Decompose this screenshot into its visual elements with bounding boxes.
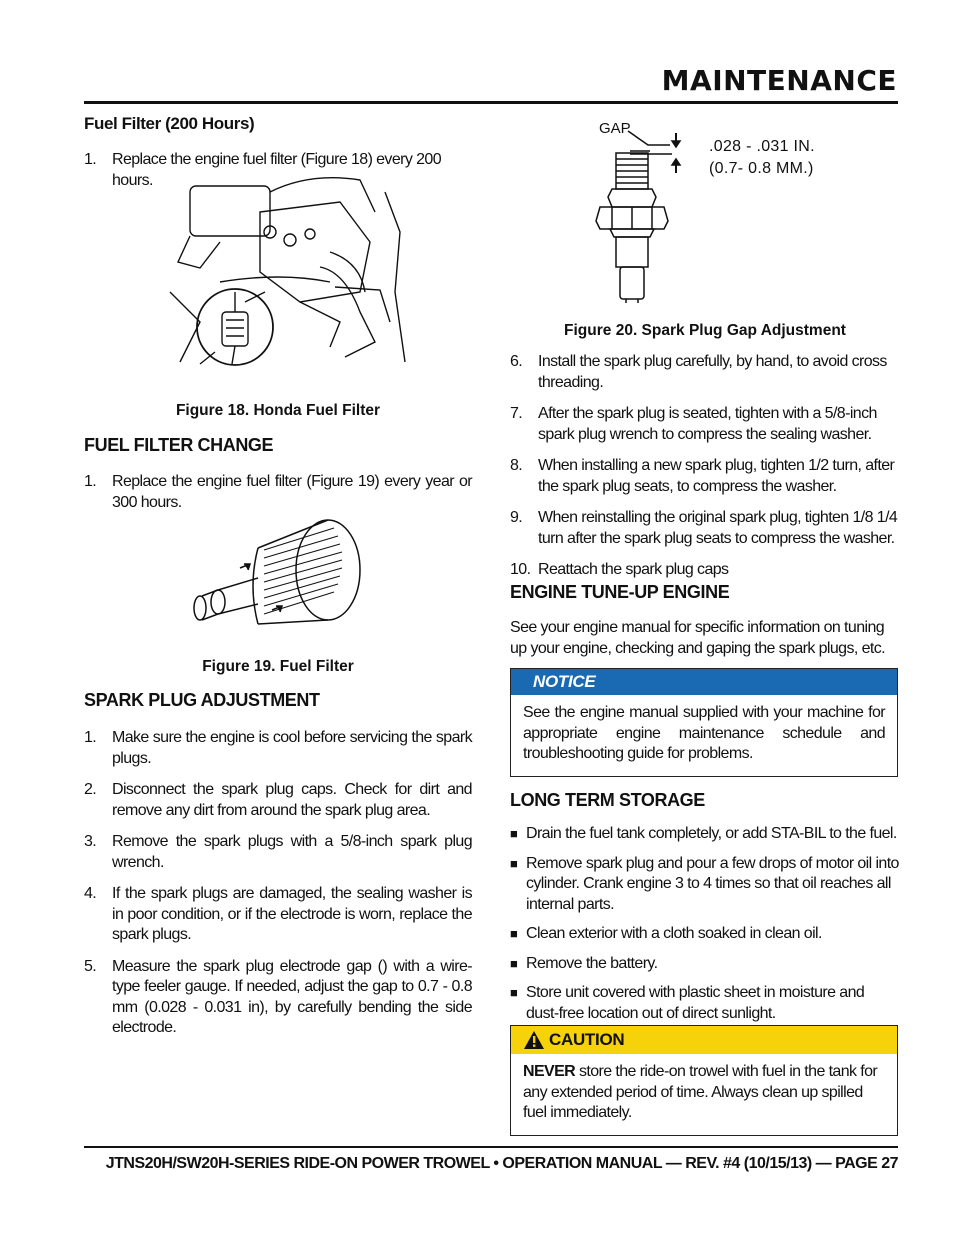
page-title: MAINTENANCE xyxy=(661,64,897,97)
bullet-icon: ■ xyxy=(510,826,518,841)
bullet-icon: ■ xyxy=(510,855,518,871)
list-number: 1. xyxy=(84,729,97,746)
header-rule xyxy=(84,101,898,104)
list-text: Disconnect the spark plug caps. Check for dirt and remove any dirt from around the spark plug area. xyxy=(112,781,472,819)
spark-plug-heading: SPARK PLUG ADJUSTMENT xyxy=(84,690,320,710)
list-text: Drain the fuel tank completely, or add STA-BIL to the fuel. xyxy=(526,825,897,842)
list-number: 4. xyxy=(84,885,97,902)
bullet-icon: ■ xyxy=(510,926,518,941)
long-term-list xyxy=(510,824,900,1024)
bullet-icon: ■ xyxy=(510,955,518,971)
list-number: 9. xyxy=(510,509,523,526)
list-number: 5. xyxy=(84,957,97,975)
fuel-filter-200-heading: Fuel Filter (200 Hours) xyxy=(84,114,255,133)
list-text: Store unit covered with plastic sheet in moisture and dust-free location out of direct sunlight. xyxy=(526,984,865,1022)
list-text: Clean exterior with a cloth soaked in clean oil. xyxy=(526,925,822,942)
list-text: If the spark plugs are damaged, the sealing washer is in poor condition, or if the electrode is worn, replace the spark plugs. xyxy=(112,885,472,943)
warning-icon xyxy=(523,1030,545,1050)
list-item xyxy=(510,508,900,549)
spark-plug-list xyxy=(84,728,472,1050)
spark-plug-cont-list xyxy=(510,352,900,592)
list-item xyxy=(510,854,900,916)
caution-text xyxy=(511,1054,897,1134)
fuel-filter-change-heading: FUEL FILTER CHANGE xyxy=(84,435,274,455)
list-item xyxy=(510,924,900,945)
notice-label: NOTICE xyxy=(511,669,897,695)
list-number: 8. xyxy=(510,457,523,474)
list-item xyxy=(510,983,900,1024)
list-text: Remove spark plug and pour a few drops of motor oil into cylinder. Crank engine 3 to 4 times so that oil reaches all internal parts. xyxy=(526,854,899,913)
list-item xyxy=(510,404,900,445)
list-number: 6. xyxy=(510,353,523,370)
caution-box xyxy=(510,1025,898,1136)
honda-fuel-filter-illustration xyxy=(160,172,420,387)
caution-header xyxy=(511,1026,897,1054)
gap-spec-line2: (0.7- 0.8 MM.) xyxy=(709,160,814,177)
notice-text: See the engine manual supplied with your machine for appropriate engine maintenance schedule and troubleshooting guide for problems. xyxy=(523,704,885,762)
fuel-filter-illustration xyxy=(188,518,368,636)
fuel-filter-change-item xyxy=(84,472,472,513)
list-item xyxy=(510,824,900,845)
list-number: 7. xyxy=(510,405,523,422)
list-text: Replace the engine fuel filter (Figure 19) every year or 300 hours. xyxy=(112,473,472,511)
list-item xyxy=(84,884,472,946)
spark-plug-illustration xyxy=(590,125,700,305)
list-number: 2. xyxy=(84,781,97,798)
list-number: 1. xyxy=(84,151,97,168)
gap-spec-line1: .028 - .031 IN. xyxy=(709,138,815,155)
caution-label: CAUTION xyxy=(549,1030,625,1049)
figure-20-caption: Figure 20. Spark Plug Gap Adjustment xyxy=(564,322,846,339)
list-number: 3. xyxy=(84,833,97,850)
list-item xyxy=(84,957,472,1039)
list-text: When installing a new spark plug, tighten 1/2 turn, after the spark plug seats, to compress the washer. xyxy=(538,457,895,495)
list-number: 1. xyxy=(84,473,97,490)
long-term-heading: LONG TERM STORAGE xyxy=(510,790,705,810)
list-text: Remove the spark plugs with a 5/8-inch spark plug wrench. xyxy=(112,833,472,871)
list-item xyxy=(510,352,900,393)
figure-18-caption: Figure 18. Honda Fuel Filter xyxy=(175,402,381,419)
engine-tuneup-heading: ENGINE TUNE-UP ENGINE xyxy=(510,582,730,602)
caution-rest: store the ride-on trowel with fuel in the tank for any extended period of time. Always clean up spilled fuel immediately. xyxy=(523,1063,878,1121)
gap-label: GAP xyxy=(599,120,631,137)
list-item xyxy=(84,780,472,821)
figure-19-caption: Figure 19. Fuel Filter xyxy=(202,658,354,675)
footer-rule xyxy=(84,1146,898,1148)
list-item xyxy=(510,456,900,497)
bullet-icon: ■ xyxy=(510,985,518,1000)
list-item xyxy=(510,954,900,975)
list-text: Replace the engine fuel filter (Figure 18) every 200 hours. xyxy=(112,151,442,189)
list-item xyxy=(84,728,472,769)
notice-box xyxy=(510,668,898,777)
list-text: Remove the battery. xyxy=(526,954,658,972)
list-item xyxy=(510,560,900,581)
list-text: Make sure the engine is cool before servicing the spark plugs. xyxy=(112,729,472,767)
engine-tuneup-text: See your engine manual for specific information on tuning up your engine, checking and gaping the spark plugs, etc. xyxy=(510,619,885,657)
list-text: Reattach the spark plug caps xyxy=(538,561,729,578)
footer-text: JTNS20H/SW20H-SERIES RIDE-ON POWER TROWEL • OPERATION MANUAL — REV. #4 (10/15/13) — PAGE 27 xyxy=(105,1155,898,1172)
list-number: 10. xyxy=(510,561,531,578)
list-text: Install the spark plug carefully, by hand, to avoid cross threading. xyxy=(538,353,887,391)
list-text: Measure the spark plug electrode gap () with a wire-type feeler gauge. If needed, adjust the gap to 0.7 - 0.8 mm (0.028 - 0.031 in), by carefully bending the side electrode. xyxy=(112,957,472,1036)
list-item xyxy=(84,832,472,873)
caution-bold: NEVER xyxy=(523,1063,576,1080)
list-text: After the spark plug is seated, tighten with a 5/8-inch spark plug wrench to compress the sealing washer. xyxy=(538,405,877,443)
list-text: When reinstalling the original spark plug, tighten 1/8 1/4 turn after the spark plug seats to compress the washer. xyxy=(538,509,898,547)
